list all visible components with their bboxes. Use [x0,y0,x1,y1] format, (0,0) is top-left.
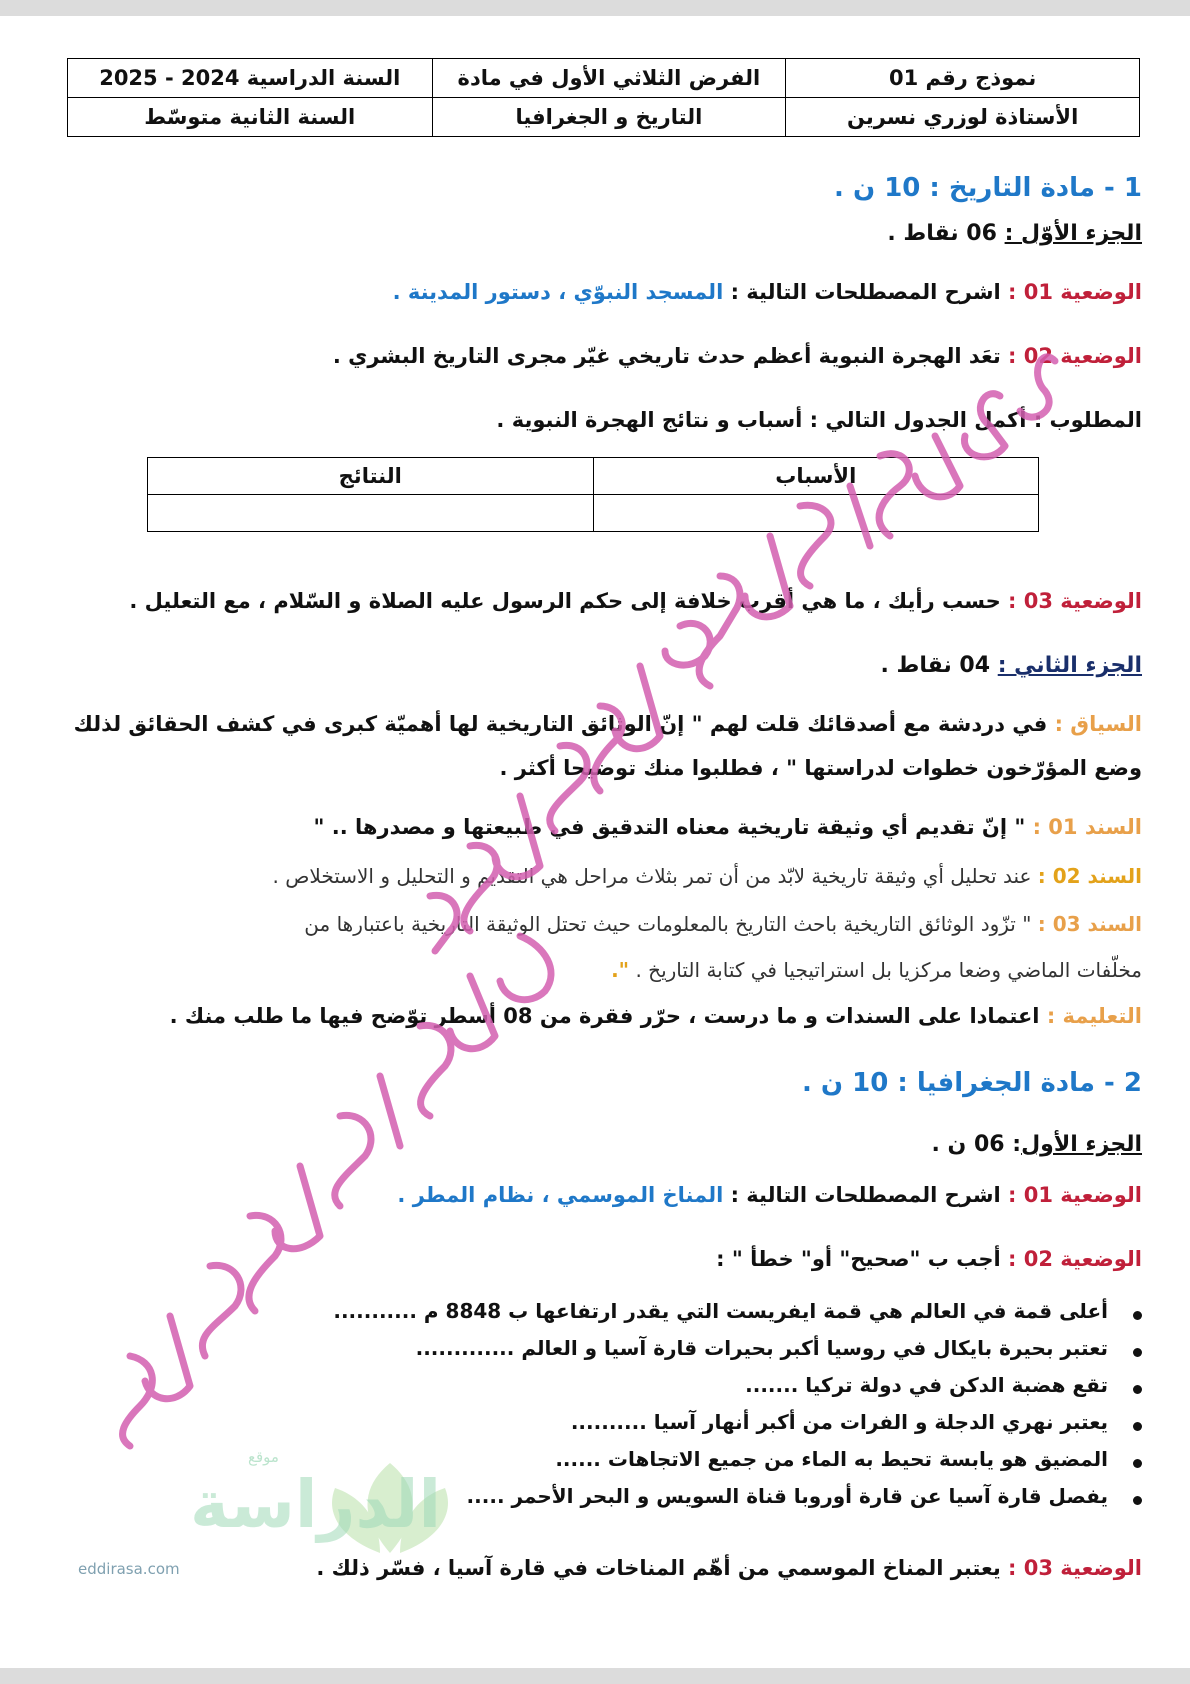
statement-1: أعلى قمة في العالم هي قمة ايفريست التي يقدر ارتفاعها ب 8848 م ........... [333,1299,1108,1323]
logo-url: eddirasa.com [78,1560,180,1578]
list-item [333,1410,1142,1447]
h-s1-text: اشرح المصطلحات التالية : [723,280,1009,304]
h-s3-label: الوضعية 03 : [1008,589,1142,613]
bullet-icon [1133,1311,1142,1320]
instruction-label: التعليمة : [1046,1004,1142,1028]
list-item [333,1336,1142,1373]
grade-level: السنة الثانية متوسّط [68,98,433,137]
g-s1-label: الوضعية 01 : [1008,1183,1142,1207]
bullet-icon [1133,1496,1142,1505]
teacher-name: الأستاذة لوزري نسرين [786,98,1140,137]
doc1-label: السند 01 : [1032,815,1142,839]
h-s2-label: الوضعية 02 : [1008,344,1142,368]
history-situation-3 [50,589,1142,613]
logo-small-text: موقع [248,1448,279,1466]
logo-name: الدراسة [190,1466,442,1543]
exam-title-line2: التاريخ و الجغرافيا [432,98,786,137]
doc3-label: السند 03 : [1037,912,1142,936]
statement-3: تقع هضبة الدكن في دولة تركيا ....... [745,1373,1108,1397]
g-s1-terms: المناخ الموسمي ، نظام المطر . [397,1183,724,1207]
geography-situation-1 [50,1183,1142,1207]
list-item [333,1373,1142,1410]
instruction [50,1004,1142,1028]
statement-5: المضيق هو يابسة تحيط به الماء من جميع الاتجاهات ...... [555,1447,1108,1471]
context-line-2: وضع المؤرّخون خطوات لدراستها " ، فطلبوا منك توضيحا أكثر . [499,756,1142,780]
document-3-cont [50,958,1142,982]
bottom-border [0,1668,1190,1684]
instruction-text: اعتمادا على السندات و ما درست ، حرّر فقرة من 08 أسطر توّضح فيها ما طلب منك . [169,1004,1047,1028]
statement-2: تعتبر بحيرة بايكال في روسيا أكبر بحيرات قارة آسيا و العالم ............. [415,1336,1108,1360]
history-part2-label: الجزء الثاني : [997,653,1142,678]
doc2-label: السند 02 : [1037,864,1142,888]
top-border [0,0,1190,16]
cell-results-empty [148,495,594,532]
list-item [333,1299,1142,1336]
g-s2-label: الوضعية 02 : [1008,1247,1142,1271]
school-year: السنة الدراسية 2024 - 2025 [68,59,433,98]
statement-6: يفصل قارة آسيا عن قارة أوروبا قناة السويس و البحر الأحمر ..... [466,1484,1108,1508]
g-s1-text: اشرح المصطلحات التالية : [723,1183,1009,1207]
geography-heading: 2 - مادة الجغرافيا : 10 ن . [801,1068,1142,1098]
exam-title-line1: الفرض الثلاثي الأول في مادة [432,59,786,98]
history-situation-2 [50,344,1142,368]
g-s3-label: الوضعية 03 : [1008,1556,1142,1580]
statement-4: يعتبر نهري الدجلة و الفرات من أكبر أنهار آسيا .......... [570,1410,1108,1434]
history-part1-points: 06 نقاط . [887,221,1005,246]
header-table [67,58,1140,137]
document-2 [50,864,1142,888]
document-1 [50,815,1142,839]
context-label: السياق : [1054,712,1142,736]
context-line-1 [50,712,1142,736]
geo-part1-label: الجزء الأول [1021,1132,1142,1157]
g-s2-text: أجب ب "صحيح" أو" خطأ " : [716,1247,1009,1271]
document-page [0,16,1190,1668]
h-s1-label: الوضعية 01 : [1008,280,1142,304]
model-number: نموذج رقم 01 [786,59,1140,98]
history-required: المطلوب : أكمل الجدول التالي : أسباب و نتائج الهجرة النبوية . [496,408,1142,432]
doc3-text-2: مخلّفات الماضي وضعا مركزيا بل استراتيجيا في كتابة التاريخ . [629,958,1142,982]
history-part2-points: 04 نقاط . [880,653,998,678]
doc2-text: عند تحليل أي وثيقة تاريخية لابّد من أن تمر بثلاث مراحل هي التقديم و التحليل و الاستخلاص . [272,864,1038,888]
geography-situation-2 [50,1247,1142,1271]
g-s3-text: يعتبر المناخ الموسمي من أهّم المناخات في قارة آسيا ، فسّر ذلك . [316,1556,1009,1580]
history-part1-label: الجزء الأوّل : [1004,221,1142,246]
document-3 [50,912,1142,936]
geography-part1-heading [50,1132,1142,1157]
col-results: النتائج [148,458,594,495]
doc1-text: " إنّ تقديم أي وثيقة تاريخية معناه التدقيق في طبيعتها و مصدرها .. " [313,815,1033,839]
history-situation-1 [50,280,1142,304]
geo-part1-points: : 06 ن . [931,1132,1022,1157]
h-s1-terms: المسجد النبوّي ، دستور المدينة . [392,280,724,304]
site-logo [70,1448,442,1588]
history-heading: 1 - مادة التاريخ : 10 ن . [834,173,1142,203]
history-part2-heading [50,653,1142,678]
doc3-text-1: " تزّود الوثائق التاريخية باحث التاريخ بالمعلومات حيث تحتل الوثيقة التاريخية باعتبارها من [304,912,1038,936]
context-text-1: في دردشة مع أصدقائك قلت لهم " إنّ الوثائق التاريخية لها أهميّة كبرى في كشف الحقائق لذلك [73,712,1055,736]
cell-causes-empty [593,495,1039,532]
doc3-close: ". [611,958,630,982]
causes-results-table [147,457,1039,532]
h-s2-text: تعَد الهجرة النبوية أعظم حدث تاريخي غيّر مجرى التاريخ البشري . [332,344,1009,368]
bullet-icon [1133,1385,1142,1394]
history-part1-heading [50,221,1142,246]
bullet-icon [1133,1459,1142,1468]
col-causes: الأسباب [593,458,1039,495]
bullet-icon [1133,1348,1142,1357]
bullet-icon [1133,1422,1142,1431]
h-s3-text: حسب رأيك ، ما هي أقرب خلافة إلى حكم الرسول عليه الصلاة و السّلام ، مع التعليل . [129,589,1009,613]
